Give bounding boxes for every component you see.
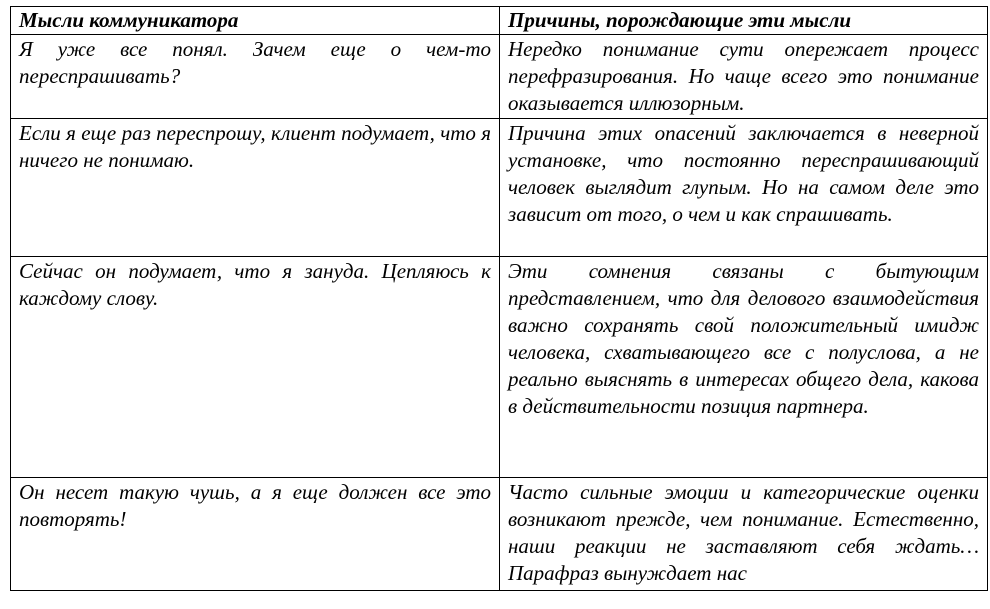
table-row [11,257,988,478]
header-causes: Причины, порождающие эти мысли [500,7,988,35]
cause-cell: Эти сомнения связаны с бытующим представлением, что для делового взаимодействия важно сохранять свой положительный имидж человека, схватывающего все с полуслова, а не реально выяснять в интересах общего дела, какова в действительности позиция партнера. [500,257,988,478]
header-thoughts: Мысли коммуникатора [11,7,500,35]
thought-cell: Если я еще раз переспрошу, клиент подумает, что я ничего не понимаю. [11,119,500,257]
table-row [11,478,988,591]
thought-cell: Я уже все понял. Зачем еще о чем-то переспрашивать? [11,35,500,119]
cause-cell: Часто сильные эмоции и категорические оценки возникают прежде, чем понимание. Естественно, наши реакции не заставляют себя ждать… Парафраз вынуждает нас [500,478,988,591]
table-header-row [11,7,988,35]
table-row [11,35,988,119]
cause-cell: Причина этих опасений заключается в неверной установке, что постоянно переспрашивающий человек выглядит глупым. Но на самом деле это зависит от того, о чем и как спрашивать. [500,119,988,257]
cause-cell: Нередко понимание сути опережает процесс перефразирования. Но чаще всего это понимание оказывается иллюзорным. [500,35,988,119]
table-row [11,119,988,257]
thoughts-causes-table [10,6,988,591]
thought-cell: Сейчас он подумает, что я зануда. Цепляюсь к каждому слову. [11,257,500,478]
thought-cell: Он несет такую чушь, а я еще должен все это повторять! [11,478,500,591]
